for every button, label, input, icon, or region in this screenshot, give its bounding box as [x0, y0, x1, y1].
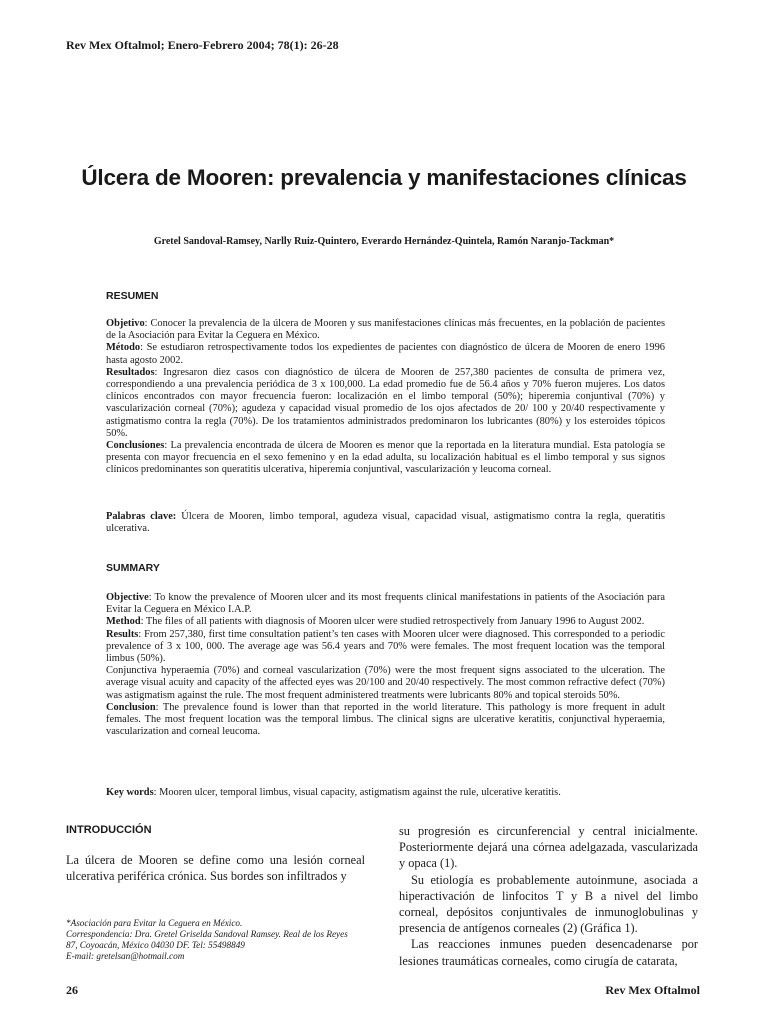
article-title: Úlcera de Mooren: prevalencia y manifestaciones clínicas [81, 165, 687, 190]
keywords-label: Key words [106, 787, 154, 798]
left-column [66, 852, 365, 884]
author-list: Gretel Sandoval-Ramsey, Narlly Ruiz-Quintero, Everardo Hernández-Quintela, Ramón Naranjo-Tackman* [153, 236, 615, 247]
resumen-heading: RESUMEN [106, 290, 159, 302]
summary-objective [106, 592, 665, 616]
summary-body [106, 592, 665, 738]
metodo-text: : Se estudiaron retrospectivamente todos los expedientes de pacientes con diagnóstico de úlcera de Mooren de enero 1996 hasta agosto 2002. [106, 342, 665, 366]
conclusiones-text: : La prevalencia encontrada de úlcera de Mooren es menor que la reportada en la literatura mundial. Esta patología se presenta con mayor frecuencia en el sexo femenino y en la edad adulta, su localización habitual es el limbo temporal y sus signos clínicos predominantes son queratitis ulcerativa, hiperemia conjuntival, vascularización y leucoma corneal. [106, 440, 665, 476]
palabras-label: Palabras clave: [106, 511, 177, 522]
conclusiones-label: Conclusiones [106, 440, 165, 452]
right-column [399, 823, 698, 969]
objetivo-text: : Conocer la prevalencia de la úlcera de Mooren y sus manifestaciones clínicas más frecuentes, en la población de pacientes de la Asociación para Evitar la Ceguera en México. [106, 318, 665, 342]
palabras-text: Úlcera de Mooren, limbo temporal, agudeza visual, capacidad visual, astigmatismo contra la regla, queratitis ulcerativa. [106, 511, 665, 535]
intro-paragraph-3: Su etiología es probablemente autoinmune, asociada a hiperactivación de linfocitos T y B a nivel del limbo corneal, depósitos conjuntivales de inmunoglobulinas y presencia de antígenos corneales (2) (Gráfica 1). [399, 872, 698, 936]
footnote-correspondence: Correspondencia: Dra. Gretel Griselda Sandoval Ramsey. Real de los Reyes [66, 929, 348, 939]
summary-conclusion [106, 702, 665, 739]
results-label: Results [106, 628, 139, 640]
intro-paragraph-2: su progresión es circunferencial y central inicialmente. Posteriormente dejará una córnea adelgazada, vascularizada y opaca (1). [399, 824, 698, 871]
key-words [106, 787, 665, 799]
summary-method [106, 616, 665, 628]
method-label: Method [106, 616, 141, 628]
resultados-text: : Ingresaron diez casos con diagnóstico de úlcera de Mooren de 257,380 pacientes de consulta de primera vez, correspondiendo a una prevalencia periódica de 3 x 100,000. La edad promedio fue de 56.4 años y 70% fueron mujeres. Los datos clínicos encontrados con mayor frecuencia fueron: localización en el limbo temporal (50%); hiperemia conjuntival (70%) y vascularización corneal (70%); agudeza y capacidad visual promedio de los ojos afectados de 20/ 100 y 20/40 respectivamente y astigmatismo contra la regla (70%). De los tratamientos administrados predominaron los lubricantes (80%) y los esteroides tópicos 50%. [106, 366, 665, 439]
summary-results [106, 629, 665, 666]
journal-name: Rev Mex Oftalmol [605, 983, 700, 997]
resumen-resultados [106, 367, 665, 440]
conclusion-label: Conclusion [106, 701, 156, 713]
objective-text: : To know the prevalence of Mooren ulcer and its most frequents clinical manifestations in patients of the Asociación para Evitar la Ceguera en México I.A.P. [106, 592, 665, 616]
results-text: : From 257,380, first time consultation patient’s ten cases with Mooren ulcer were diagnosed. This corresponded to a periodic prevalence of 3 x 100, 000. The average age was 56.4 years and 70% were females. The most frequent location was the temporal limbus (50%). [106, 628, 665, 665]
page-number: 26 [66, 983, 78, 997]
metodo-label: Método [106, 342, 141, 354]
running-header: Rev Mex Oftalmol; Enero-Febrero 2004; 78(1): 26-28 [66, 38, 339, 52]
footnote-email: E-mail: gretelsan@hotmail.com [66, 951, 185, 961]
intro-paragraph-4: Las reacciones inmunes pueden desencadenarse por lesiones traumáticas corneales, como cirugía de catarata, [399, 937, 698, 968]
keywords-text: : Mooren ulcer, temporal limbus, visual capacity, astigmatism against the rule, ulcerative keratitis. [153, 787, 561, 798]
summary-results-continued: Conjunctiva hyperaemia (70%) and corneal vascularization (70%) were the most frequent signs associated to the ulceration. The average visual acuity and capacity of the affected eyes was 20/100 and 20/40 respectively. The most common refractive defect (70%) was astigmatism against the rule. The most frequent administered treatments were lubricants 80% and topical steroids 50%. [106, 665, 665, 701]
resumen-body [106, 318, 665, 477]
summary-heading: SUMMARY [106, 562, 160, 574]
conclusion-text: : The prevalence found is lower than that reported in the world literature. This pathology is more frequent in adult females. The most frequent location was the temporal limbus. The clinical signs are ulcerative keratitis, conjunctival hyperaemia, vascularization and corneal leucoma. [106, 701, 665, 738]
footnote-affiliation: *Asociación para Evitar la Ceguera en México. [66, 918, 243, 928]
palabras-clave [106, 511, 665, 535]
resumen-conclusiones [106, 440, 665, 477]
introduccion-heading: INTRODUCCIÓN [66, 824, 152, 836]
resumen-objetivo [106, 318, 665, 342]
footnote [66, 918, 376, 962]
method-text: : The files of all patients with diagnosis of Mooren ulcer were studied retrospectively from January 1996 to August 2002. [140, 616, 645, 628]
objetivo-label: Objetivo [106, 318, 145, 329]
footnote-address: 87, Coyoacán, México 04030 DF. Tel: 55498849 [66, 940, 245, 950]
resumen-metodo [106, 342, 665, 366]
intro-paragraph-1: La úlcera de Mooren se define como una lesión corneal ulcerativa periférica crónica. Sus bordes son infiltrados y [66, 853, 365, 884]
objective-label: Objective [106, 592, 149, 603]
resultados-label: Resultados [106, 366, 155, 378]
